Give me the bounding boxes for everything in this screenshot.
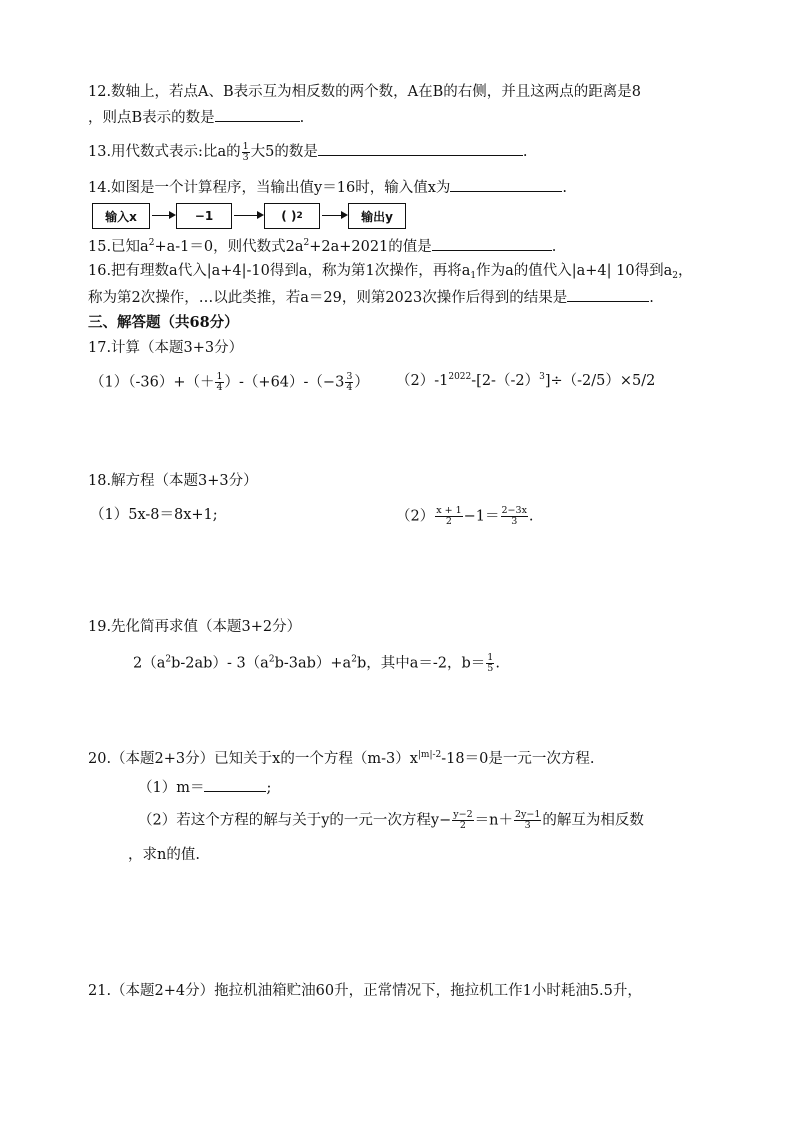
q20-part1: （1）m＝ ; [138, 777, 271, 797]
fraction: $\frac{2y-1}{3}$ [514, 809, 541, 831]
flow-arrow [322, 215, 346, 216]
fraction: $\frac{2-3x}{3}$ [501, 505, 527, 527]
q21: 21.（本题2+4分）拖拉机油箱贮油60升，正常情况下，拖拉机工作1小时耗油5.5升， [88, 983, 642, 999]
q16-line2: 称为第2次操作，…以此类推，若a＝29，则第2023次操作后得到的结果是 . [88, 287, 654, 307]
q15: 15.已知$a^2+a-1=0$，则代数式$2a^2+2a+2021$的值是 . [88, 238, 557, 255]
q14: 14.如图是一个计算程序，当输出值y＝16时，输入值x为 . [88, 177, 567, 197]
flow-square-box: ( ) 2 [264, 203, 320, 229]
section-title: 三、解答题（共68分） [88, 314, 239, 331]
q17-part1: （1）（-36）+（＋ $\frac{1}{4}$ ）-（+64）-（−3 $\frac{3}{4}$ ） [90, 371, 369, 393]
q18-title: 18.解方程（本题3+3分） [88, 473, 258, 489]
q12-answer-blank[interactable] [215, 107, 300, 122]
q12-line1: 12.数轴上，若点A、B表示互为相反数的两个数，A在B的右侧，并且这两点的距离是8 [88, 84, 642, 100]
q20-part2: （2）若这个方程的解与关于y的一元一次方程y− $\frac{y-2}{2}$ ＝n＋ $\frac{2y-1}{3}$ 的解互为相反数 [138, 809, 644, 831]
flow-input-box: 输入x [92, 203, 150, 229]
flow-arrow [234, 215, 262, 216]
q20-answer-blank[interactable] [204, 777, 266, 792]
q18-part1: （1）5x-8＝8x+1; [90, 507, 218, 523]
flow-output-box: 输出y [348, 203, 406, 229]
q16-answer-blank[interactable] [567, 287, 649, 302]
fraction: $\frac{y-2}{2}$ [453, 809, 473, 831]
q20-part2-line2: ，求n的值. [128, 847, 200, 863]
fraction: $\frac{1}{5}$ [487, 652, 494, 674]
q13-answer-blank[interactable] [318, 141, 523, 156]
q18-part2: （2） $\frac{x + 1}{2}$ −1＝ $\frac{2-3x}{3}$ . [396, 505, 534, 527]
flow-minus-box: −1 [176, 203, 232, 229]
q12-line2: ，则点B表示的数是 . [88, 107, 304, 127]
fraction: $\frac{3}{4}$ [346, 371, 353, 393]
q13: 13.用代数式表示:比a的 $\frac{1}{3}$ 大5的数是 . [88, 140, 528, 163]
q19-title: 19.先化简再求值（本题3+2分） [88, 619, 302, 635]
fraction: $\frac{1}{4}$ [216, 371, 223, 393]
q17-part2: $(2)-1^{2022}-[2-(-2)^3]\div(-2/5)\times 5/2$ [396, 372, 656, 389]
fraction: $\frac{1}{3}$ [242, 140, 249, 163]
q20-line1: 20.（本题2+3分）已知关于x的一个方程$(m-3)x^{|m|-2}-18=0$是一元一次方程. [88, 750, 595, 767]
q14-answer-blank[interactable] [450, 177, 562, 192]
fraction: $\frac{x + 1}{2}$ [436, 505, 462, 527]
q16-line1: 16.把有理数a代入|a+4|-10得到a，称为第1次操作，再将$a_1$作为a的值代入|a+4| 10得到$a_2$， [88, 263, 693, 281]
flow-arrow [152, 215, 174, 216]
q15-answer-blank[interactable] [432, 236, 552, 251]
q19-expression: $2(a^2b-2ab)-$ $3(a^2b-3ab)+a^2b$，其中a＝-2，b＝ $\frac{1}{5}$ . [133, 652, 500, 674]
q14-flowchart [88, 203, 418, 233]
q17-title: 17.计算（本题3+3分） [88, 340, 244, 356]
